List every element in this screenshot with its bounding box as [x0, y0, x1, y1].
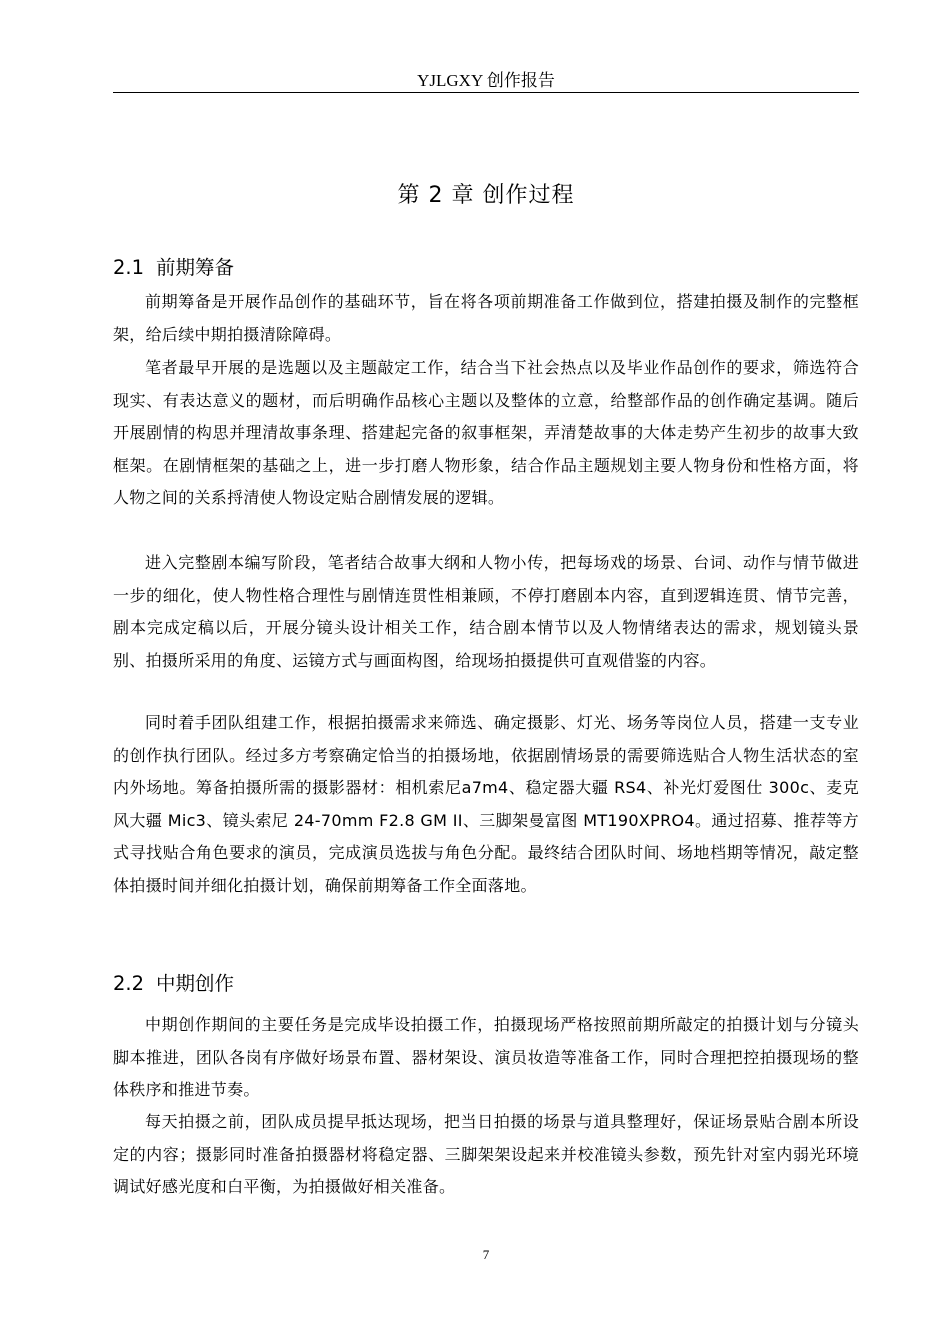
running-header: YJLGXY 创作报告 [417, 71, 555, 90]
section-heading-2-2 [113, 968, 234, 996]
paragraph: 同时着手团队组建工作，根据拍摄需求来筛选、确定摄影、灯光、场务等岗位人员，搭建一支专业的创作执行团队。经过多方考察确定恰当的拍摄场地，依据剧情场景的需要筛选贴合人物生活状态的室内外场地。筹备拍摄所需的摄影器材：相机索尼a7m4、稳定器大疆 RS4、补光灯爱图仕 300c、麦克风大疆 Mic3、镜头索尼 24-70mm F2.8 GM II、三脚架曼富图 MT190XPRO4。通过招募、推荐等方式寻找贴合角色要求的演员，完成演员选拔与角色分配。最终结合团队时间、场地档期等情况，敲定整体拍摄时间并细化拍摄计划，确保前期筹备工作全面落地。 [113, 713, 859, 895]
section-title-text: 前期筹备 [156, 256, 235, 279]
chapter-title: 第 2 章 创作过程 [397, 183, 575, 208]
section-number: 2.1 [113, 256, 145, 279]
paragraph: 前期筹备是开展作品创作的基础环节，旨在将各项前期准备工作做到位，搭建拍摄及制作的完整框架，给后续中期拍摄清除障碍。 [113, 292, 859, 344]
paragraph: 进入完整剧本编写阶段，笔者结合故事大纲和人物小传，把每场戏的场景、台词、动作与情节做进一步的细化，使人物性格合理性与剧情连贯性相兼顾，不停打磨剧本内容，直到逻辑连贯、情节完善，剧本完成定稿以后，开展分镜头设计相关工作，结合剧本情节以及人物情绪表达的需求，规划镜头景别、拍摄所采用的角度、运镜方式与画面构图，给现场拍摄提供可直观借鉴的内容。 [113, 553, 859, 670]
header-rule [113, 92, 859, 93]
section-number: 2.2 [113, 972, 145, 995]
section-heading-2-1 [113, 252, 234, 280]
page-number: 7 [482, 1247, 490, 1262]
paragraph: 笔者最早开展的是选题以及主题敲定工作，结合当下社会热点以及毕业作品创作的要求，筛选符合现实、有表达意义的题材，而后明确作品核心主题以及整体的立意，给整部作品的创作确定基调。随后开展剧情的构思并理清故事条理、搭建起完备的叙事框架，弄清楚故事的大体走势产生初步的故事大致框架。在剧情框架的基础之上，进一步打磨人物形象，结合作品主题规划主要人物身份和性格方面，将人物之间的关系捋清使人物设定贴合剧情发展的逻辑。 [113, 358, 859, 508]
section-title-text: 中期创作 [156, 972, 235, 995]
paragraph: 每天拍摄之前，团队成员提早抵达现场，把当日拍摄的场景与道具整理好，保证场景贴合剧本所设定的内容；摄影同时准备拍摄器材将稳定器、三脚架架设起来并校准镜头参数，预先针对室内弱光环境调试好感光度和白平衡，为拍摄做好相关准备。 [113, 1112, 859, 1197]
paragraph: 中期创作期间的主要任务是完成毕设拍摄工作，拍摄现场严格按照前期所敲定的拍摄计划与分镜头脚本推进，团队各岗有序做好场景布置、器材架设、演员妆造等准备工作，同时合理把控拍摄现场的整体秩序和推进节奏。 [113, 1015, 859, 1100]
